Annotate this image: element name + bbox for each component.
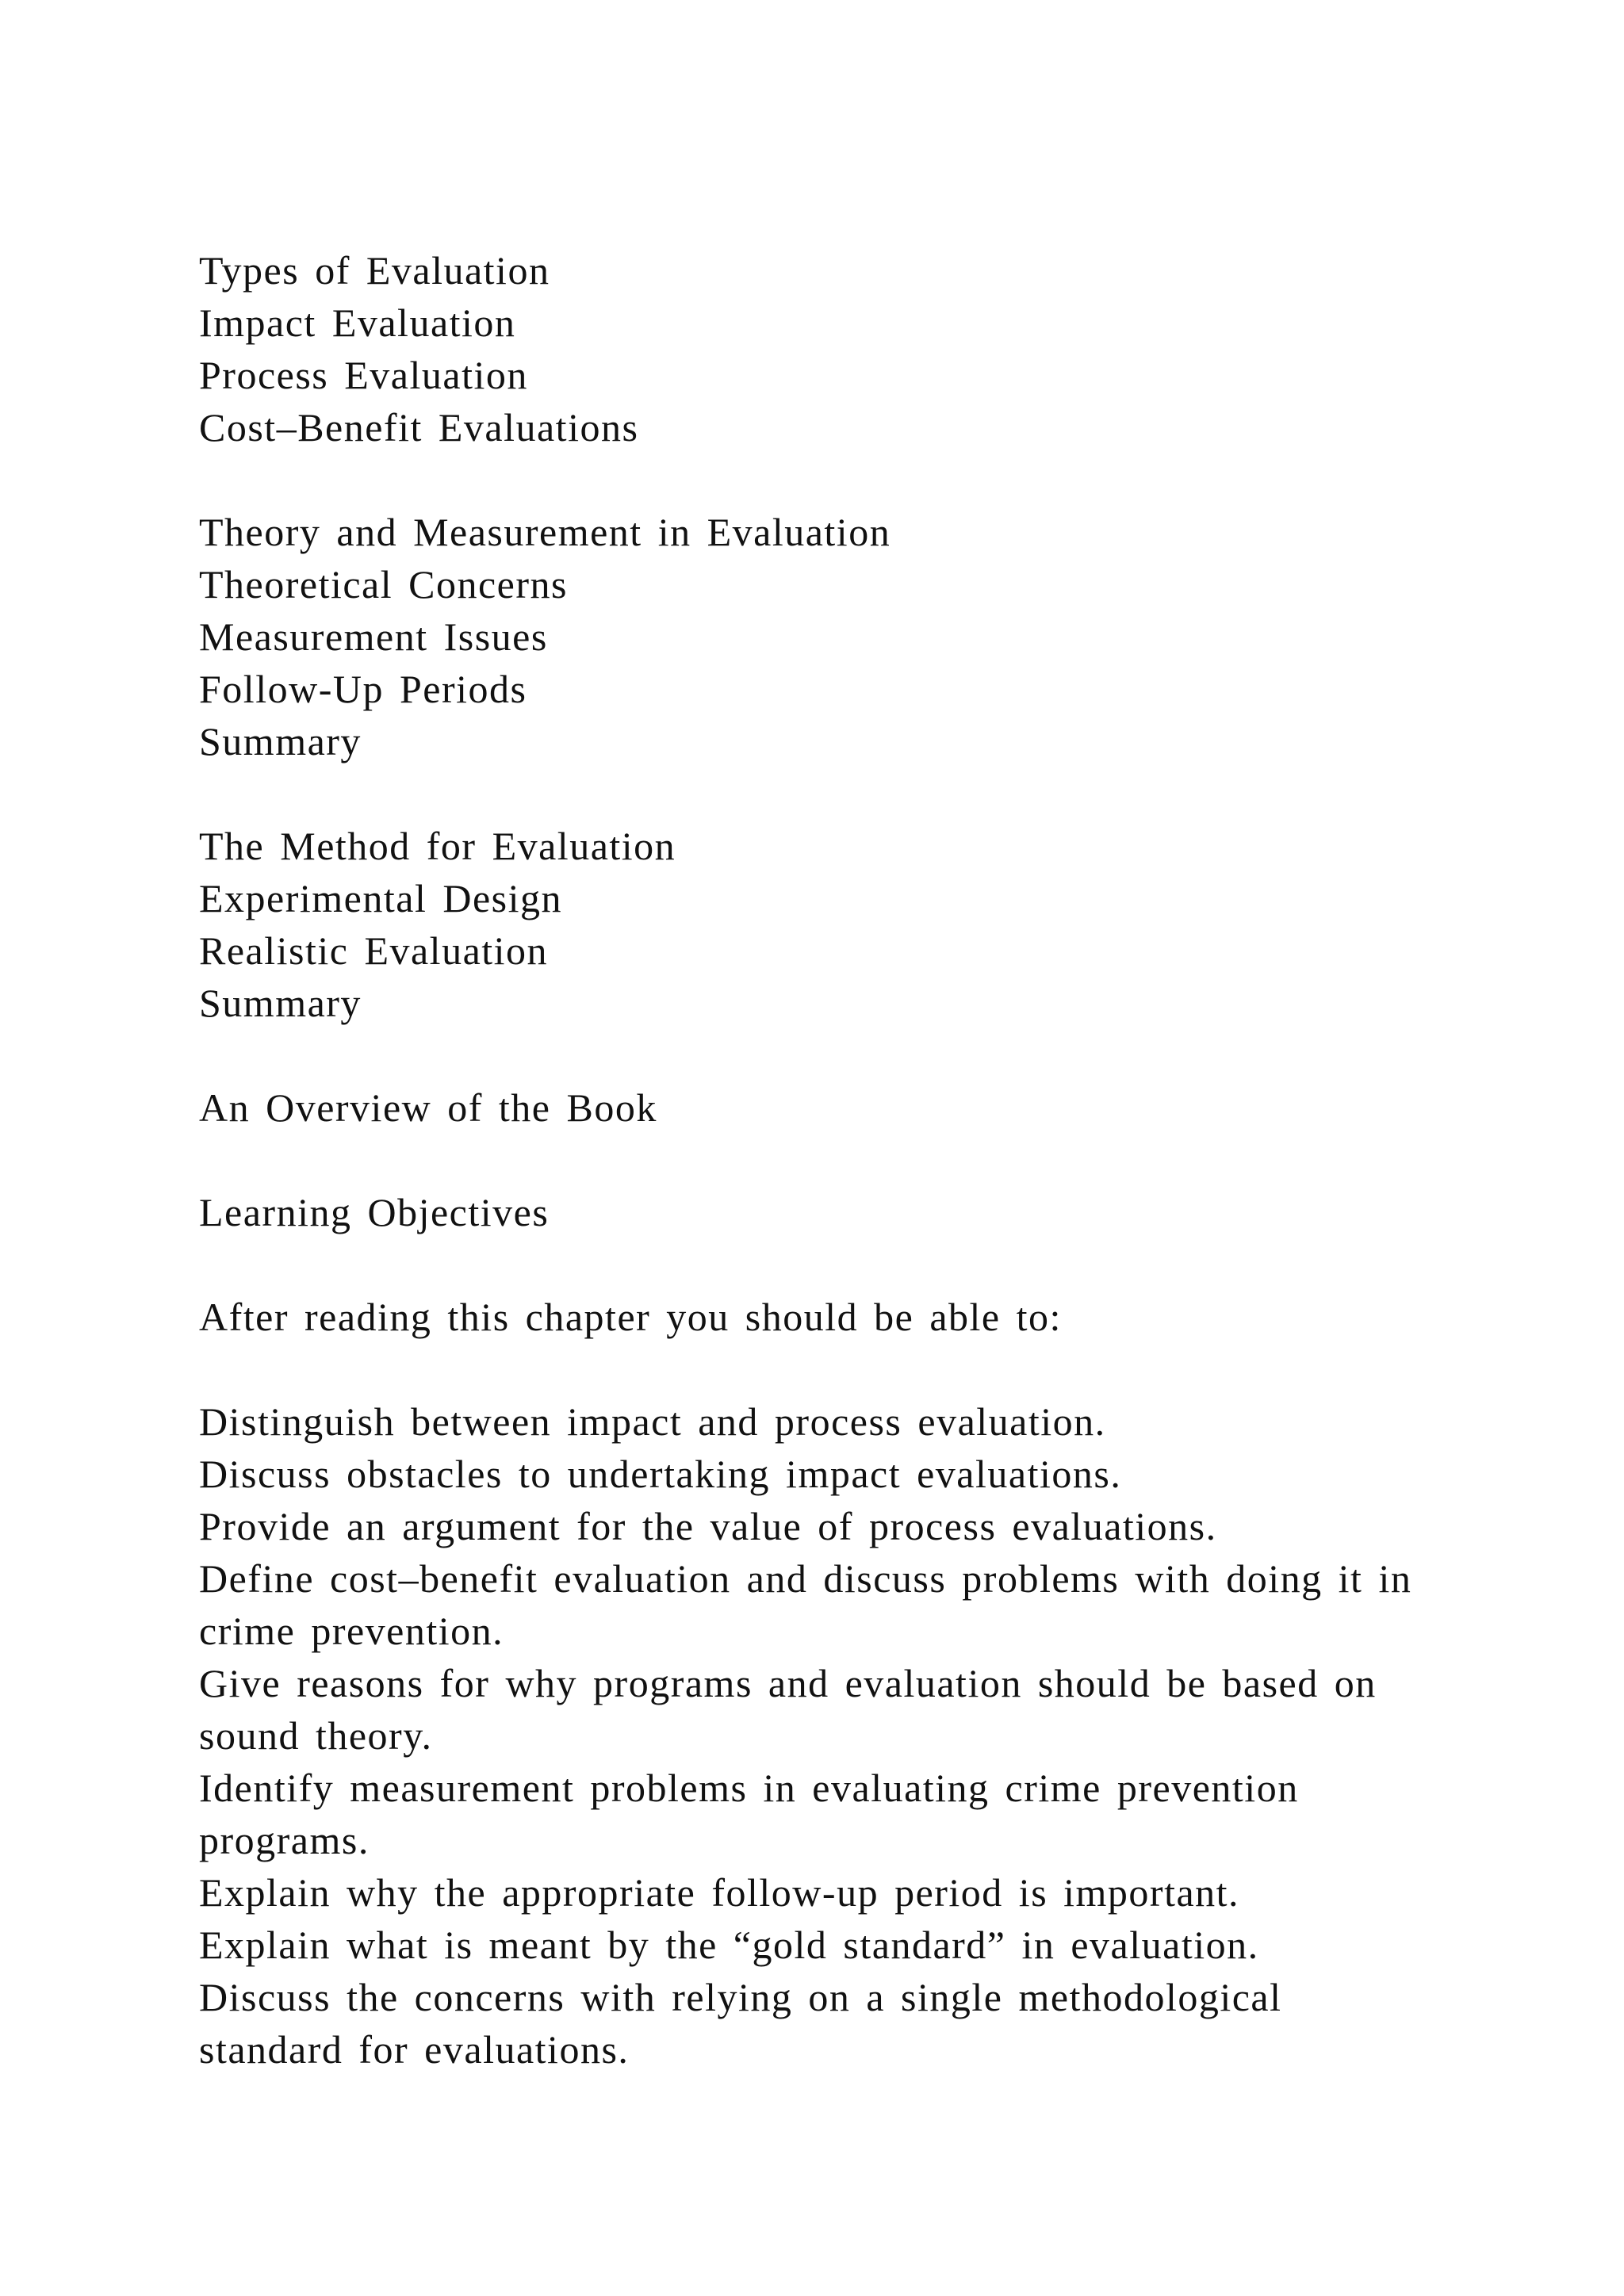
toc-item: Experimental Design (199, 876, 562, 920)
objective-item: Explain what is meant by the “gold standard” in evaluation. (199, 1923, 1259, 1967)
toc-item: Theoretical Concerns (199, 562, 568, 607)
blank-line (199, 1343, 1563, 1395)
section-heading: An Overview of the Book (199, 1085, 657, 1130)
toc-item: Summary (199, 719, 362, 763)
blank-line (199, 453, 1563, 506)
toc-item: Summary (199, 981, 362, 1025)
blank-line (199, 767, 1563, 820)
objective-item: Give reasons for why programs and evaluation should be based on sound theory. (199, 1661, 1377, 1758)
document-body (199, 244, 1563, 2076)
section-heading: The Method for Evaluation (199, 824, 676, 868)
objective-item: Discuss the concerns with relying on a single methodological standard for evaluations. (199, 1975, 1282, 2072)
toc-item: Process Evaluation (199, 353, 528, 397)
objective-item: Explain why the appropriate follow-up period is important. (199, 1870, 1240, 1915)
objective-item: Define cost–benefit evaluation and discuss problems with doing it in crime prevention. (199, 1556, 1412, 1653)
objectives-intro: After reading this chapter you should be able to: (199, 1295, 1062, 1339)
objectives-heading: Learning Objectives (199, 1190, 550, 1234)
objective-item: Distinguish between impact and process evaluation. (199, 1399, 1106, 1444)
blank-line (199, 1029, 1563, 1081)
objective-item: Discuss obstacles to undertaking impact evaluations. (199, 1452, 1122, 1496)
toc-item: Realistic Evaluation (199, 928, 549, 973)
toc-item: Measurement Issues (199, 614, 548, 659)
blank-line (199, 1238, 1563, 1291)
toc-item: Follow-Up Periods (199, 667, 527, 711)
objective-item: Provide an argument for the value of process evaluations. (199, 1504, 1217, 1548)
section-heading: Types of Evaluation (199, 248, 550, 293)
toc-item: Impact Evaluation (199, 300, 516, 345)
objective-item: Identify measurement problems in evaluating crime prevention programs. (199, 1766, 1299, 1862)
section-heading: Theory and Measurement in Evaluation (199, 510, 891, 554)
blank-line (199, 1134, 1563, 1186)
toc-item: Cost–Benefit Evaluations (199, 405, 639, 450)
